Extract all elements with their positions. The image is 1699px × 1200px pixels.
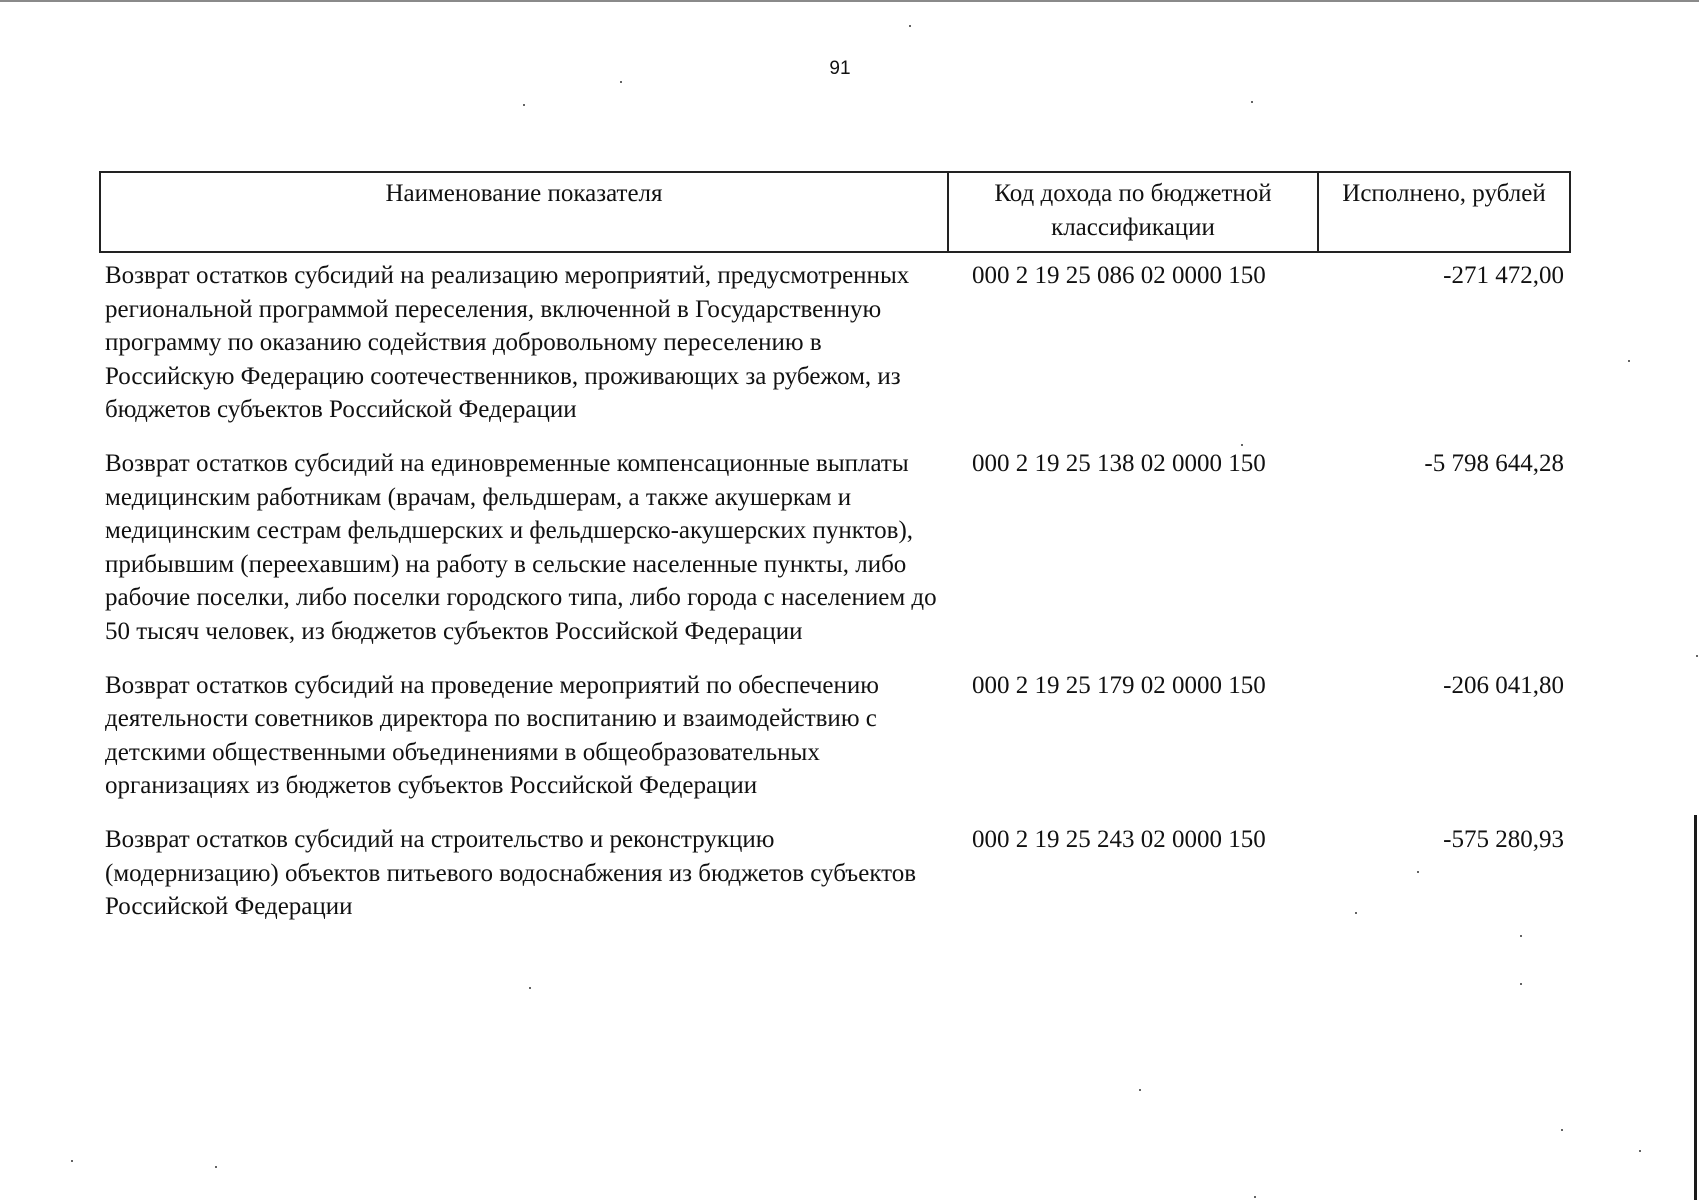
scan-speck <box>1355 912 1357 914</box>
scan-speck <box>1417 871 1419 873</box>
scan-speck <box>1139 1089 1141 1091</box>
scan-speck <box>1520 983 1522 985</box>
revenue-table <box>99 171 1571 938</box>
revenue-code: 000 2 19 25 086 02 0000 150 <box>972 262 1266 289</box>
executed-amount: -575 280,93 <box>1443 825 1564 853</box>
header-indicator-name: Наименование показателя <box>100 172 948 252</box>
scan-speck <box>1639 1150 1641 1152</box>
table-row <box>100 663 1570 817</box>
executed-amount: -271 472,00 <box>1443 262 1564 289</box>
scan-speck <box>523 104 525 106</box>
indicator-name: Возврат остатков субсидий на реализацию мероприятий, предусмотренных региональной программой переселения, включенной в Государственную программу по оказанию содействия добровольному переселению в Российскую Федерацию соотечественников, проживающих за рубежом, из бюджетов субъектов Российской Федерации <box>105 262 910 424</box>
indicator-name: Возврат остатков субсидий на строительство и реконструкцию (модернизацию) объектов питьевого водоснабжения из бюджетов субъектов Российской Федерации <box>105 825 917 921</box>
scan-speck <box>1251 101 1253 103</box>
table-row <box>100 252 1570 441</box>
scan-speck <box>1561 1129 1563 1131</box>
executed-amount: -5 798 644,28 <box>1424 449 1564 477</box>
scan-speck <box>1241 444 1243 446</box>
scan-speck <box>1520 935 1522 937</box>
scan-speck <box>909 25 911 27</box>
scan-speck <box>215 1166 217 1168</box>
table-header-row <box>100 172 1570 252</box>
revenue-code: 000 2 19 25 179 02 0000 150 <box>972 671 1266 699</box>
table-row <box>100 817 1570 938</box>
scan-speck <box>71 1160 73 1162</box>
scan-speck <box>1696 655 1698 657</box>
indicator-name: Возврат остатков субсидий на проведение мероприятий по обеспечению деятельности советников директора по воспитанию и взаимодействию с детскими общественными объединениями в общеобразовательных организациях из бюджетов субъектов Российской Федерации <box>105 671 879 800</box>
header-executed-amount: Исполнено, рублей <box>1318 172 1570 252</box>
header-revenue-code: Код дохода по бюджетной классификации <box>948 172 1318 252</box>
scan-speck <box>1628 360 1630 362</box>
executed-amount: -206 041,80 <box>1443 671 1564 699</box>
scan-speck <box>529 987 531 989</box>
scan-speck <box>1254 1196 1256 1198</box>
indicator-name: Возврат остатков субсидий на единовременные компенсационные выплаты медицинским работникам (врачам, фельдшерам, а также акушеркам и медицинским сестрам фельдшерских и фельдшерско-акушерских пунктов), прибывшим (переехавшим) на работу в сельские населенные пункты, либо рабочие поселки, либо поселки городского типа, либо города с населением до 50 тысяч человек, из бюджетов субъектов Российской Федерации <box>105 449 937 645</box>
scan-edge-shadow <box>1694 815 1697 1200</box>
page-top-edge <box>0 0 1699 2</box>
table-row <box>100 441 1570 663</box>
scan-speck <box>620 81 622 83</box>
page-number: 91 <box>829 58 851 79</box>
revenue-code: 000 2 19 25 243 02 0000 150 <box>972 825 1266 853</box>
revenue-code: 000 2 19 25 138 02 0000 150 <box>972 449 1266 477</box>
